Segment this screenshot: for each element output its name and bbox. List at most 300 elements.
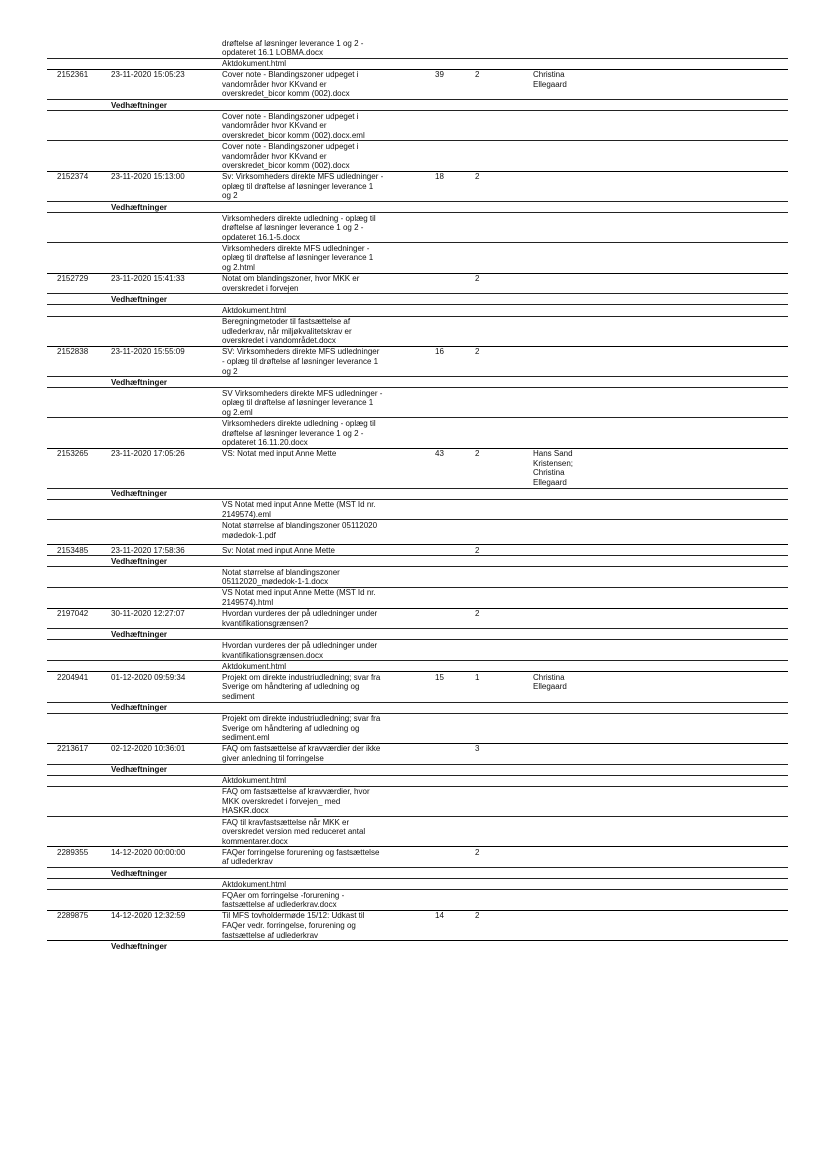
- text-line: sediment.eml: [222, 733, 270, 743]
- spacer-cell: [47, 418, 111, 448]
- text-line: overskredet version med reduceret antal: [222, 827, 366, 837]
- page-count: 16: [435, 346, 475, 376]
- text-line: Sverige om håndtering af udledning og: [222, 682, 360, 692]
- text-line: Virksomheders direkte udledning - oplæg til: [222, 418, 376, 428]
- sender-name: [533, 171, 788, 201]
- text-line: opdateret 16.1-5.docx: [222, 232, 300, 242]
- spacer-cell: [435, 38, 475, 58]
- text-line: Projekt om direkte industriudledning; svar fra: [222, 714, 381, 724]
- spacer-cell: [222, 377, 435, 388]
- spacer-cell: [435, 786, 475, 816]
- attachment-row: [47, 567, 788, 588]
- spacer-cell: [533, 111, 788, 141]
- spacer-cell: [222, 488, 435, 499]
- document-page: [47, 38, 788, 951]
- document-category: 3: [475, 743, 533, 764]
- text-line: Kristensen;: [533, 458, 574, 468]
- spacer-cell: [111, 316, 222, 346]
- document-title: [222, 69, 435, 99]
- log-rows: [47, 38, 788, 951]
- attachment-row: [47, 213, 788, 243]
- spacer-cell: [111, 817, 222, 847]
- spacer-cell: [47, 58, 111, 69]
- attachments-header-row: [47, 868, 788, 879]
- document-row: [47, 608, 788, 629]
- document-date: 14-12-2020 00:00:00: [111, 847, 222, 868]
- spacer-cell: [475, 879, 533, 890]
- spacer-cell: [47, 316, 111, 346]
- document-row: [47, 545, 788, 556]
- spacer-cell: [435, 661, 475, 672]
- document-date: 23-11-2020 15:05:23: [111, 69, 222, 99]
- text-line: oplæg til drøftelse af løsninger leverance 1: [222, 181, 374, 191]
- attachment-filename: [222, 879, 435, 890]
- text-line: fastsættelse af udlederkrav.docx: [222, 900, 337, 910]
- attachment-row: [47, 817, 788, 847]
- spacer-cell: [111, 879, 222, 890]
- text-line: drøftelse af løsninger leverance 1 og 2 -: [222, 38, 364, 48]
- spacer-cell: [475, 890, 533, 911]
- page-count: 43: [435, 448, 475, 488]
- text-line: Ellegaard: [533, 79, 567, 89]
- attachment-filename: [222, 713, 435, 743]
- spacer-cell: [475, 629, 533, 640]
- page-count: [435, 608, 475, 629]
- spacer-cell: [47, 377, 111, 388]
- document-date: 23-11-2020 15:13:00: [111, 171, 222, 201]
- text-line: VS: Notat med input Anne Mette: [222, 449, 337, 459]
- text-line: kvantifikationsgrænsen?: [222, 618, 309, 628]
- document-id: 2153485: [47, 545, 111, 556]
- spacer-cell: [111, 890, 222, 911]
- document-title: [222, 273, 435, 294]
- text-line: opdateret 16.11.20.docx: [222, 438, 308, 448]
- text-line: Christina: [533, 468, 565, 478]
- attachment-row: [47, 243, 788, 273]
- document-id: 2289875: [47, 910, 111, 940]
- text-line: Virksomheders direkte udledning - oplæg til: [222, 213, 376, 223]
- spacer-cell: [47, 775, 111, 786]
- spacer-cell: [533, 305, 788, 316]
- spacer-cell: [533, 702, 788, 713]
- spacer-cell: [533, 556, 788, 567]
- spacer-cell: [435, 418, 475, 448]
- attachment-row: [47, 38, 788, 58]
- spacer-cell: [435, 111, 475, 141]
- spacer-cell: [435, 141, 475, 171]
- attachment-row: [47, 879, 788, 890]
- spacer-cell: [435, 213, 475, 243]
- text-line: overskredet_bicor komm (002).docx.eml: [222, 130, 365, 140]
- spacer-cell: [47, 640, 111, 661]
- attachments-label: Vedhæftninger: [111, 764, 222, 775]
- spacer-cell: [435, 702, 475, 713]
- spacer-cell: [475, 316, 533, 346]
- spacer-cell: [435, 941, 475, 952]
- document-row: [47, 910, 788, 940]
- attachments-header-row: [47, 629, 788, 640]
- text-line: Virksomheders direkte MFS udledninger -: [222, 243, 370, 253]
- page-count: [435, 847, 475, 868]
- spacer-cell: [475, 100, 533, 111]
- spacer-cell: [533, 879, 788, 890]
- spacer-cell: [47, 702, 111, 713]
- document-title: [222, 847, 435, 868]
- spacer-cell: [435, 556, 475, 567]
- attachment-filename: [222, 567, 435, 588]
- spacer-cell: [435, 243, 475, 273]
- attachments-header-row: [47, 100, 788, 111]
- text-line: overskredet i forvejen: [222, 283, 299, 293]
- document-title: [222, 171, 435, 201]
- spacer-cell: [475, 941, 533, 952]
- spacer-cell: [222, 941, 435, 952]
- spacer-cell: [533, 520, 788, 545]
- spacer-cell: [475, 388, 533, 418]
- spacer-cell: [47, 520, 111, 545]
- attachments-header-row: [47, 294, 788, 305]
- spacer-cell: [47, 587, 111, 608]
- spacer-cell: [533, 941, 788, 952]
- spacer-cell: [111, 58, 222, 69]
- attachment-row: [47, 111, 788, 141]
- spacer-cell: [47, 202, 111, 213]
- text-line: overskredet i vandområdet.docx: [222, 336, 336, 346]
- document-id: 2152374: [47, 171, 111, 201]
- spacer-cell: [222, 294, 435, 305]
- spacer-cell: [111, 640, 222, 661]
- spacer-cell: [475, 294, 533, 305]
- text-line: FAQ om fastsættelse af kravværdier der ikke: [222, 744, 381, 754]
- attachment-row: [47, 316, 788, 346]
- spacer-cell: [47, 243, 111, 273]
- attachment-filename: [222, 388, 435, 418]
- spacer-cell: [533, 499, 788, 520]
- page-count: 14: [435, 910, 475, 940]
- spacer-cell: [533, 775, 788, 786]
- document-date: 23-11-2020 15:41:33: [111, 273, 222, 294]
- spacer-cell: [47, 713, 111, 743]
- spacer-cell: [111, 243, 222, 273]
- sender-name: [533, 743, 788, 764]
- text-line: fastsættelse af udlederkrav: [222, 930, 319, 940]
- spacer-cell: [475, 702, 533, 713]
- text-line: Christina: [533, 70, 565, 80]
- text-line: Christina: [533, 672, 565, 682]
- text-line: 05112020_mødedok-1-1.docx: [222, 577, 329, 587]
- page-count: 18: [435, 171, 475, 201]
- text-line: Aktdokument.html: [222, 661, 287, 671]
- spacer-cell: [111, 587, 222, 608]
- document-category: 2: [475, 69, 533, 99]
- spacer-cell: [475, 817, 533, 847]
- attachment-filename: [222, 499, 435, 520]
- text-line: overskredet_bicor komm (002).docx: [222, 89, 350, 99]
- attachment-row: [47, 499, 788, 520]
- attachment-filename: [222, 316, 435, 346]
- text-line: Notat størrelse af blandingszoner: [222, 567, 340, 577]
- document-category: 1: [475, 672, 533, 702]
- document-title: [222, 608, 435, 629]
- text-line: - oplæg til drøftelse af løsninger leverance 1: [222, 356, 379, 366]
- document-row: [47, 273, 788, 294]
- spacer-cell: [111, 567, 222, 588]
- text-line: VS Notat med input Anne Mette (MST Id nr.: [222, 588, 376, 598]
- text-line: drøftelse af løsninger leverance 1 og 2 -: [222, 428, 364, 438]
- text-line: FQAer om forringelse -forurening -: [222, 890, 345, 900]
- spacer-cell: [435, 890, 475, 911]
- spacer-cell: [435, 100, 475, 111]
- spacer-cell: [533, 661, 788, 672]
- document-title: [222, 672, 435, 702]
- attachment-filename: [222, 418, 435, 448]
- attachments-header-row: [47, 202, 788, 213]
- text-line: Cover note - Blandingszoner udpeget i: [222, 70, 359, 80]
- text-line: og 2: [222, 366, 238, 376]
- spacer-cell: [222, 629, 435, 640]
- attachment-row: [47, 141, 788, 171]
- attachments-label: Vedhæftninger: [111, 629, 222, 640]
- spacer-cell: [475, 38, 533, 58]
- spacer-cell: [475, 661, 533, 672]
- text-line: Beregningmetoder til fastsættelse af: [222, 317, 351, 327]
- document-date: 23-11-2020 17:05:26: [111, 448, 222, 488]
- document-row: [47, 69, 788, 99]
- spacer-cell: [533, 316, 788, 346]
- attachments-header-row: [47, 941, 788, 952]
- text-line: Aktdokument.html: [222, 776, 287, 786]
- spacer-cell: [222, 100, 435, 111]
- text-line: af udlederkrav: [222, 857, 273, 867]
- spacer-cell: [435, 305, 475, 316]
- document-title: [222, 743, 435, 764]
- spacer-cell: [47, 661, 111, 672]
- spacer-cell: [47, 817, 111, 847]
- document-category: 2: [475, 171, 533, 201]
- spacer-cell: [475, 243, 533, 273]
- attachment-row: [47, 418, 788, 448]
- spacer-cell: [435, 629, 475, 640]
- text-line: FAQer forringelse forurening og fastsættelse: [222, 847, 380, 857]
- attachment-row: [47, 775, 788, 786]
- spacer-cell: [47, 388, 111, 418]
- attachment-filename: [222, 213, 435, 243]
- document-date: 02-12-2020 10:36:01: [111, 743, 222, 764]
- spacer-cell: [533, 243, 788, 273]
- attachment-row: [47, 640, 788, 661]
- text-line: og 2: [222, 191, 238, 201]
- spacer-cell: [533, 587, 788, 608]
- text-line: overskredet_bicor komm (002).docx: [222, 161, 350, 171]
- attachments-label: Vedhæftninger: [111, 868, 222, 879]
- spacer-cell: [111, 775, 222, 786]
- spacer-cell: [533, 764, 788, 775]
- document-category: 2: [475, 273, 533, 294]
- spacer-cell: [47, 786, 111, 816]
- text-line: Hvordan vurderes der på udledninger under: [222, 640, 378, 650]
- spacer-cell: [47, 100, 111, 111]
- text-line: 2149574).html: [222, 598, 274, 608]
- spacer-cell: [47, 294, 111, 305]
- text-line: MKK overskredet i forvejen_ med: [222, 796, 341, 806]
- document-id: 2213617: [47, 743, 111, 764]
- document-id: 2152729: [47, 273, 111, 294]
- spacer-cell: [47, 488, 111, 499]
- attachment-row: [47, 305, 788, 316]
- document-id: 2153265: [47, 448, 111, 488]
- spacer-cell: [435, 316, 475, 346]
- attachment-filename: [222, 817, 435, 847]
- text-line: SV: Virksomheders direkte MFS udledninger: [222, 347, 380, 357]
- spacer-cell: [111, 141, 222, 171]
- document-id: 2152838: [47, 346, 111, 376]
- attachment-row: [47, 713, 788, 743]
- attachment-filename: [222, 141, 435, 171]
- spacer-cell: [533, 418, 788, 448]
- sender-name: [533, 910, 788, 940]
- text-line: Notat størrelse af blandingszoner 05112020: [222, 520, 378, 530]
- text-line: HASKR.docx: [222, 806, 269, 816]
- spacer-cell: [435, 294, 475, 305]
- document-row: [47, 743, 788, 764]
- attachments-header-row: [47, 702, 788, 713]
- spacer-cell: [222, 764, 435, 775]
- document-category: 2: [475, 448, 533, 488]
- attachment-row: [47, 520, 788, 545]
- spacer-cell: [47, 305, 111, 316]
- attachment-filename: [222, 38, 435, 58]
- document-id: 2197042: [47, 608, 111, 629]
- document-category: 2: [475, 910, 533, 940]
- spacer-cell: [111, 38, 222, 58]
- document-id: 2152361: [47, 69, 111, 99]
- document-row: [47, 672, 788, 702]
- spacer-cell: [111, 111, 222, 141]
- spacer-cell: [533, 890, 788, 911]
- spacer-cell: [222, 868, 435, 879]
- spacer-cell: [475, 213, 533, 243]
- spacer-cell: [47, 141, 111, 171]
- spacer-cell: [47, 868, 111, 879]
- text-line: 2149574).eml: [222, 509, 271, 519]
- spacer-cell: [435, 587, 475, 608]
- spacer-cell: [435, 879, 475, 890]
- spacer-cell: [435, 817, 475, 847]
- spacer-cell: [533, 567, 788, 588]
- attachment-row: [47, 786, 788, 816]
- attachments-label: Vedhæftninger: [111, 100, 222, 111]
- attachment-filename: [222, 587, 435, 608]
- text-line: drøftelse af løsninger leverance 1 og 2 -: [222, 223, 364, 233]
- spacer-cell: [533, 388, 788, 418]
- spacer-cell: [475, 377, 533, 388]
- spacer-cell: [533, 58, 788, 69]
- document-row: [47, 171, 788, 201]
- text-line: Sv: Virksomheders direkte MFS udledninger -: [222, 172, 384, 182]
- spacer-cell: [435, 377, 475, 388]
- spacer-cell: [475, 775, 533, 786]
- text-line: sediment: [222, 691, 255, 701]
- attachments-header-row: [47, 377, 788, 388]
- spacer-cell: [435, 567, 475, 588]
- text-line: giver anledning til forringelse: [222, 753, 324, 763]
- document-id: 2204941: [47, 672, 111, 702]
- spacer-cell: [475, 418, 533, 448]
- document-title: [222, 910, 435, 940]
- attachment-row: [47, 58, 788, 69]
- spacer-cell: [435, 488, 475, 499]
- document-row: [47, 346, 788, 376]
- attachment-filename: [222, 890, 435, 911]
- attachments-label: Vedhæftninger: [111, 488, 222, 499]
- spacer-cell: [475, 567, 533, 588]
- text-line: Hvordan vurderes der på udledninger under: [222, 609, 378, 619]
- text-line: FAQer vedr. forringelse, forurening og: [222, 920, 356, 930]
- text-line: SV Virksomheders direkte MFS udledninger -: [222, 388, 383, 398]
- spacer-cell: [533, 294, 788, 305]
- text-line: og 2.html: [222, 263, 255, 273]
- spacer-cell: [435, 764, 475, 775]
- spacer-cell: [47, 499, 111, 520]
- spacer-cell: [475, 713, 533, 743]
- spacer-cell: [47, 556, 111, 567]
- spacer-cell: [222, 702, 435, 713]
- document-row: [47, 448, 788, 488]
- spacer-cell: [435, 499, 475, 520]
- document-row: [47, 847, 788, 868]
- attachment-filename: [222, 520, 435, 545]
- text-line: VS Notat med input Anne Mette (MST Id nr.: [222, 500, 376, 510]
- attachment-row: [47, 661, 788, 672]
- text-line: Ellegaard: [533, 478, 567, 488]
- text-line: vandområder hvor KKvand er: [222, 121, 327, 131]
- spacer-cell: [533, 640, 788, 661]
- document-category: 2: [475, 608, 533, 629]
- spacer-cell: [533, 213, 788, 243]
- attachments-header-row: [47, 556, 788, 567]
- spacer-cell: [47, 890, 111, 911]
- page-count: 39: [435, 69, 475, 99]
- spacer-cell: [475, 520, 533, 545]
- document-date: 23-11-2020 15:55:09: [111, 346, 222, 376]
- document-date: 23-11-2020 17:58:36: [111, 545, 222, 556]
- document-title: [222, 346, 435, 376]
- attachment-row: [47, 388, 788, 418]
- spacer-cell: [533, 38, 788, 58]
- spacer-cell: [435, 58, 475, 69]
- spacer-cell: [475, 499, 533, 520]
- spacer-cell: [475, 111, 533, 141]
- spacer-cell: [533, 100, 788, 111]
- attachments-label: Vedhæftninger: [111, 702, 222, 713]
- spacer-cell: [435, 868, 475, 879]
- sender-name: [533, 847, 788, 868]
- attachments-header-row: [47, 488, 788, 499]
- text-line: kommentarer.docx: [222, 836, 288, 846]
- text-line: mødedok-1.pdf: [222, 530, 276, 540]
- spacer-cell: [435, 640, 475, 661]
- attachment-filename: [222, 640, 435, 661]
- attachment-row: [47, 890, 788, 911]
- spacer-cell: [475, 58, 533, 69]
- spacer-cell: [533, 377, 788, 388]
- attachments-label: Vedhæftninger: [111, 941, 222, 952]
- text-line: udlederkrav, når miljøkvalitetskrav er: [222, 326, 352, 336]
- spacer-cell: [47, 941, 111, 952]
- spacer-cell: [475, 587, 533, 608]
- spacer-cell: [435, 775, 475, 786]
- document-id: 2289355: [47, 847, 111, 868]
